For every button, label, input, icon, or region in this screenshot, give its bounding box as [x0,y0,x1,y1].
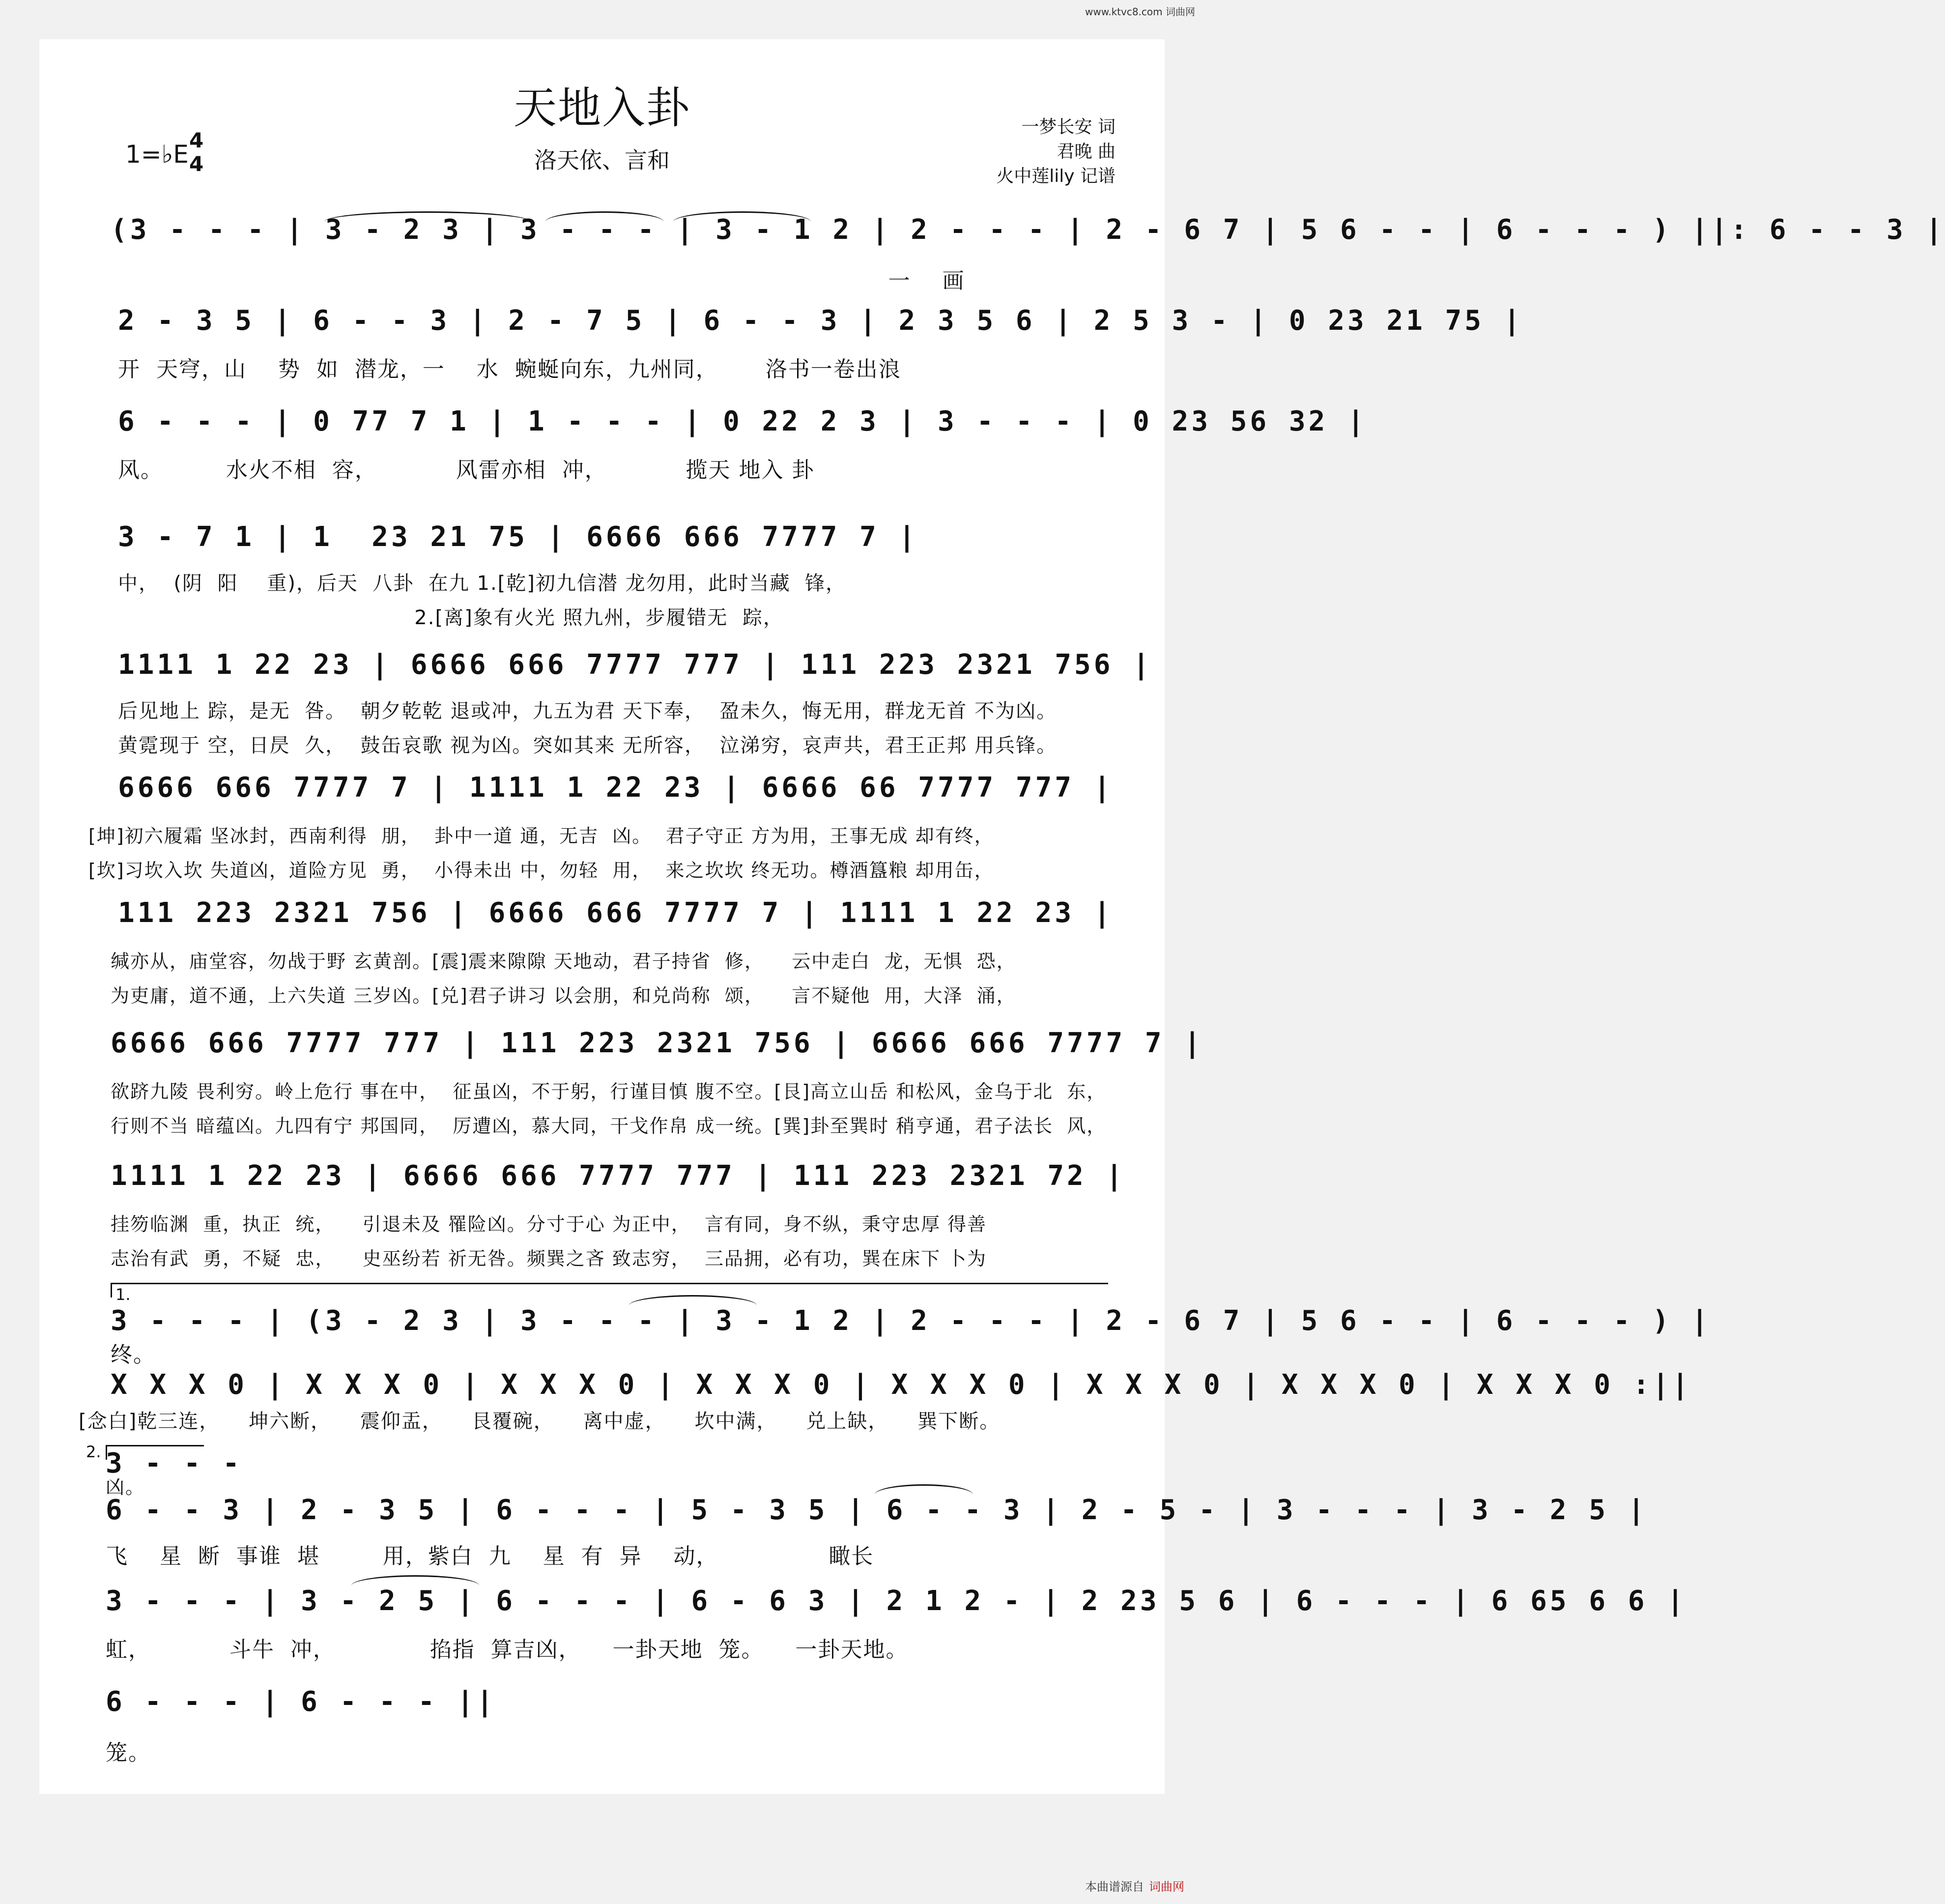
system-3-notes: 3 - 7 1 | 1 23 21 75 | 6666 666 7777 7 | [118,521,918,553]
system-5-notes: 6666 666 7777 7 | 1111 1 22 23 | 6666 66 7777 777 | [118,772,1114,804]
footer-site-link[interactable]: 词曲网 [1149,1880,1184,1894]
time-signature [189,129,203,176]
system-9-notes: 3 - - - | (3 - 2 3 | 3 - - - | 3 - 1 2 | 2 - - - | 2 - 6 7 | 5 6 - - | 6 - - - ) | [111,1305,1711,1337]
composer: 君晚 曲 [1057,142,1116,162]
system-14-lyrics: 笼。 [106,1740,151,1765]
volta-1-label: 1. [115,1285,131,1304]
system-6-lyrics-1: 缄亦从，庙堂容，勿战于野 玄黄剖。[震]震来隙隙 天地动，君子持省 修， 云中走白 龙，无惧 恐， [111,951,1016,972]
system-0-lyrics: 一 画 [111,268,965,293]
system-8-notes: 1111 1 22 23 | 6666 666 7777 777 | 111 223 2321 72 | [111,1160,1126,1192]
volta-2-label: 2. [86,1442,101,1461]
footer-source: 本曲谱源自 [1085,1880,1144,1894]
system-14-notes: 6 - - - | 6 - - - || [106,1686,496,1718]
key-signature: 1=♭E [125,140,189,169]
transcriber: 火中莲lily 记谱 [996,166,1116,186]
system-4-notes: 1111 1 22 23 | 6666 666 7777 777 | 111 223 2321 756 | [118,649,1152,681]
system-2-notes: 6 - - - | 0 77 7 1 | 1 - - - | 0 22 2 3 | 3 - - - | 0 23 56 32 | [118,405,1367,437]
system-10-lyrics: [念白]乾三连， 坤六断， 震仰盂， 艮覆碗， 离中虚， 坎中满， 兑上缺， 巽下断。 [79,1410,1001,1433]
system-7-lyrics-1: 欲跻九陵 畏利穷。岭上危行 事在中， 征虽凶，不于躬，行谨目慎 腹不空。[艮]高立山岳 和松风，金乌于北 东， [111,1081,1107,1102]
volta-2-bracket [106,1445,204,1446]
system-4-lyrics-1: 后见地上 踪，是无 咎。 朝夕乾乾 退或冲，九五为君 天下奉， 盈未久，悔无用，群龙无首 不为凶。 [118,700,1058,722]
singers: 洛天依、言和 [534,147,670,173]
system-12-notes: 6 - - 3 | 2 - 3 5 | 6 - - - | 5 - 3 5 | 6 - - 3 | 2 - 5 - | 3 - - - | 3 - 2 5 | [106,1494,1648,1526]
system-2-lyrics: 风。 水火不相 容， 风雷亦相 冲， 揽天 地入 卦 [118,458,815,483]
system-0-notes: (3 - - - | 3 - 2 3 | 3 - - - | 3 - 1 2 | 2 - - - | 2 - 6 7 | 5 6 - - | 6 - - - ) ||: 6 - - 3 | [111,214,1945,246]
volta-1-bracket-end [111,1283,112,1298]
time-sig-bottom: 4 [189,152,204,176]
watermark-top: www.ktvc8.com 词曲网 [1085,6,1195,18]
system-1-notes: 2 - 3 5 | 6 - - 3 | 2 - 7 5 | 6 - - 3 | 2 3 5 6 | 2 5 3 - | 0 23 21 75 | [118,305,1523,337]
system-5-lyrics-1: [坤]初六履霜 坚冰封，西南利得 朋， 卦中一道 通，无吉 凶。 君子守正 方为用，王事无成 却有终， [88,825,994,847]
system-6-notes: 111 223 2321 756 | 6666 666 7777 7 | 1111 1 22 23 | [118,897,1114,929]
system-11-notes: 3 - - - [106,1447,243,1479]
system-5-lyrics-2: [坎]习坎入坎 失道凶，道险方见 勇， 小得未出 中，勿轻 用， 来之坎坎 终无功。樽酒簋粮 却用缶， [88,860,994,881]
system-1-lyrics: 开 天穹，山 势 如 潜龙，一 水 蜿蜒向东，九州同， 洛书一卷出浪 [118,357,901,382]
system-12-lyrics: 飞 星 断 事谁 堪 用，紫白 九 星 有 异 动， 瞰长 [106,1544,874,1569]
footer-credit [1085,1877,1184,1894]
system-4-lyrics-2: 黄霓现于 空，日昃 久， 鼓缶哀歌 视为凶。突如其来 无所容， 泣涕穷，哀声共，君王正邦 用兵锋。 [118,734,1058,757]
lyricist: 一梦长安 词 [1021,117,1116,137]
system-3-lyrics-2: 2.[离]象有火光 照九州，步履错无 踪， [118,606,784,629]
song-title: 天地入卦 [513,83,690,133]
system-13-lyrics: 虹， 斗牛 冲， 掐指 算吉凶， 一卦天地 笼。 一卦天地。 [106,1637,909,1662]
system-6-lyrics-2: 为吏庸，道不通，上六失道 三岁凶。[兑]君子讲习 以会朋，和兑尚称 颂， 言不疑他 用，大泽 涌， [111,985,1016,1007]
system-8-lyrics-1: 挂笏临渊 重，执正 统， 引退未及 罹险凶。分寸于心 为正中， 言有同，身不纵，秉守忠厚 得善 [111,1213,987,1235]
system-7-notes: 6666 666 7777 777 | 111 223 2321 756 | 6666 666 7777 7 | [111,1027,1204,1059]
system-10-notes: X X X 0 | X X X 0 | X X X 0 | X X X 0 | X X X 0 | X X X 0 | X X X 0 | X X X 0 :|| [111,1369,1691,1401]
system-9-lyrics: 终。 [111,1342,156,1367]
system-13-notes: 3 - - - | 3 - 2 5 | 6 - - - | 6 - 6 3 | 2 1 2 - | 2 23 5 6 | 6 - - - | 6 65 6 6 | [106,1585,1687,1617]
volta-1-bracket [111,1283,1108,1284]
time-sig-top: 4 [189,128,204,152]
system-7-lyrics-2: 行则不当 暗蕴凶。九四有宁 邦国同， 厉遭凶，慕大同，干戈作帛 成一统。[巽]卦至巽时 稍亨通，君子法长 风， [111,1115,1107,1137]
system-8-lyrics-2: 志治有武 勇，不疑 忠， 史巫纷若 祈无咎。频巽之吝 致志穷， 三品拥，必有功，巽在床下 卜为 [111,1248,987,1269]
system-11-lyrics: 凶。 [106,1476,145,1498]
system-3-lyrics-1: 中， (阴 阳 重)，后天 八卦 在九 1.[乾]初九信潜 龙勿用，此时当藏 锋， [118,572,847,595]
